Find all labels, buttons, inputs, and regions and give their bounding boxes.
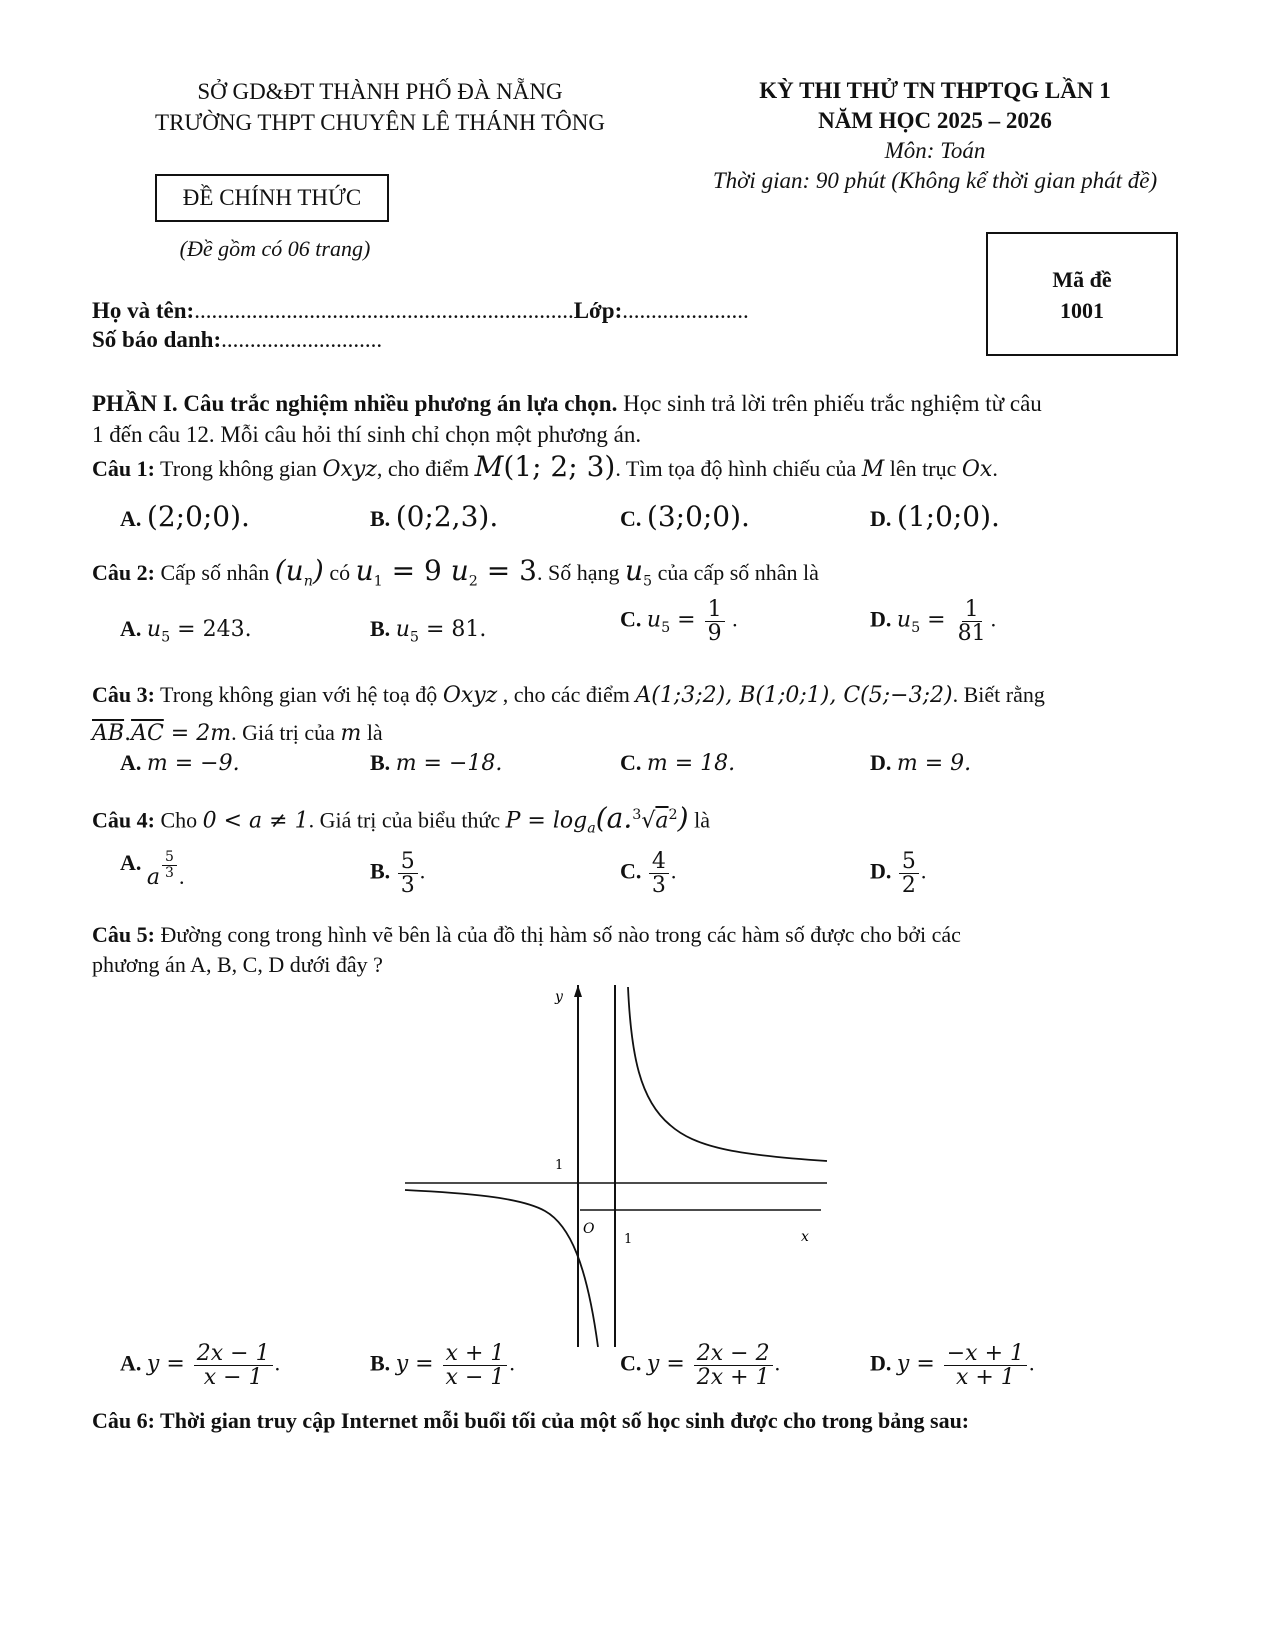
fraction [443,1342,508,1389]
q4-radicand-power: 2 [668,807,678,823]
option-label: B. [370,750,391,775]
option-eq: = [920,607,953,633]
x-axis-label: x [801,1229,809,1245]
fraction-num: 5 [398,850,418,874]
fraction-den: x − 1 [203,1365,263,1391]
q4-label: Câu 4: [92,807,155,833]
pages-note: (Đề gồm có 06 trang) [179,236,371,261]
q1-option-c[interactable] [620,500,750,533]
q1-option-b[interactable] [370,500,498,533]
fraction [398,850,418,897]
option-value: = 81. [418,617,487,642]
fraction-den: 81 [957,621,986,647]
department-name: SỞ GD&ĐT THÀNH PHỐ ĐÀ NẴNG [197,79,563,104]
option-value: (2;0;0). [146,500,250,533]
fraction [955,598,989,645]
q4-log-base: a [587,820,596,837]
q2-seq-close: ) [312,554,324,587]
q4-condition: 0 < a ≠ 1 [202,808,309,834]
q4-text: . Giá trị của biểu thức [308,807,506,833]
fraction-den: x − 1 [445,1365,505,1391]
part1-instructions [92,388,1182,450]
option-y: y = [896,1351,942,1377]
q2-u5: u [624,554,644,587]
header-right [640,76,1230,196]
question-3 [92,680,1045,711]
q3-text: là [361,720,383,745]
q5-option-d[interactable] [870,1342,1035,1389]
q1-coords: (1; 2; 3) [503,450,616,483]
option-eq: = [670,607,703,633]
fraction [705,598,725,645]
fraction [694,1342,773,1389]
q3-space: Oxyz [442,683,498,708]
curve-right-branch [628,987,827,1161]
q3-text: . Giá trị của [231,720,341,745]
q2-seq-sub: n [303,573,313,590]
y-axis-arrow-icon [574,985,582,997]
option-label: C. [620,750,642,775]
x-one-label: 1 [624,1232,633,1247]
option-var: u [896,607,912,633]
option-end: . [419,858,426,884]
q4-option-a[interactable] [120,849,185,891]
q5-text: Đường cong trong hình vẽ bên là của đồ thị hàm số nào trong các hàm số được cho bởi các [154,922,961,947]
fraction-num: 4 [649,850,669,874]
part1-desc-2: 1 đến câu 12. Mỗi câu hỏi thí sinh chỉ chọn một phương án. [92,422,642,447]
q3-vector-ab: $\overline{AB}$ [92,721,125,746]
fraction-num: 2x − 2 [694,1342,773,1366]
option-sub: 5 [911,620,921,637]
radical-icon: √ [641,808,656,834]
exam-title: KỲ THI THỬ TN THPTQG LẦN 1 [759,78,1111,103]
fraction-num: 1 [705,598,725,622]
q4-text: là [688,807,710,833]
option-sub: 5 [661,620,671,637]
q2-u1-val: = 9 [382,554,451,587]
option-end: . [774,1350,781,1376]
fraction-den: x + 1 [955,1365,1015,1391]
option-value: m = 9. [896,751,972,776]
q3-option-d[interactable] [870,750,971,776]
q1-option-d[interactable] [870,500,1000,533]
option-end: . [509,1350,515,1376]
q2-text: có [323,560,356,585]
q2-u1-sub: 1 [373,573,383,590]
option-sub: 5 [409,629,419,646]
sbd-label: Số báo danh: [92,327,222,352]
fraction-den: 3 [651,873,666,899]
option-value: (3;0;0). [646,500,750,533]
q1-text: Trong không gian [154,456,323,481]
q3-var: m [340,721,362,746]
question-5 [92,920,961,950]
q1-text: . Tìm tọa độ hình chiếu của [615,456,862,481]
q3-equation: = 2m [163,721,232,746]
option-label: B. [370,1350,391,1376]
fraction-num: 5 [162,850,177,866]
q1-text: , cho điểm [376,456,475,481]
question-3-line-2 [92,718,383,749]
q2-text: . Số hạng [536,560,625,585]
exam-code-label: Mã đề [1052,267,1112,292]
part1-title: PHẦN I. Câu trắc nghiệm nhiều phương án lựa chọn. [92,391,618,416]
option-value: = 243. [170,617,252,642]
q4-text: Cho [154,807,203,833]
name-field[interactable]: .................................................................. [194,298,574,323]
class-field[interactable]: ...................... [622,298,749,323]
fraction-den: 3 [165,864,174,881]
q5-option-b[interactable] [370,1342,515,1389]
option-value: m = 18. [646,751,736,776]
option-var: u [646,607,662,633]
q3-points: A(1;3;2), B(1;0;1), C(5;−3;2) [635,683,953,708]
q4-option-b[interactable] [370,850,425,897]
option-end: . [920,858,927,884]
option-label: C. [620,1350,642,1376]
official-badge [155,174,389,222]
question-2 [92,556,819,596]
q2-u2-val: = 3 [477,554,537,587]
q2-option-d[interactable] [870,598,996,645]
school-name: TRƯỜNG THPT CHUYÊN LÊ THÁNH TÔNG [155,110,605,135]
q5-option-c[interactable] [620,1342,780,1389]
name-label: Họ và tên: [92,298,195,323]
option-base: a [146,865,161,891]
curve-left-branch [405,1190,598,1347]
q2-option-a[interactable] [120,616,252,645]
option-end: . [670,858,677,884]
candidate-number-line [92,327,382,353]
q2-u5-sub: 5 [643,573,653,590]
exam-code-box [986,232,1178,356]
option-value: m = −9. [146,751,240,776]
option-label: D. [870,506,892,531]
q1-space: Oxyz [322,457,377,482]
q1-text: lên trục [884,456,962,481]
q3-dot: . [124,721,132,746]
option-label: B. [370,858,391,884]
option-label: A. [120,616,142,641]
y-one-label: 1 [555,1158,564,1173]
option-label: A. [120,1350,142,1376]
option-label: A. [120,506,142,531]
option-label: A. [120,850,142,876]
question-5-line-2: phương án A, B, C, D dưới đây ? [92,952,383,977]
q2-option-c[interactable] [620,598,738,645]
duration: Thời gian: 90 phút (Không kể thời gian phát đề) [712,168,1158,193]
q3-text: . Biết rằng [952,682,1045,707]
q3-option-b[interactable] [370,750,502,776]
option-label: D. [870,858,892,884]
q2-u1: u [355,554,374,587]
q1-axis: Ox [961,457,993,482]
header-left [60,76,700,138]
option-y: y = [646,1351,692,1377]
option-label: B. [370,506,391,531]
option-value: (0;2,3). [395,500,499,533]
option-label: C. [620,506,642,531]
q1-point: M [474,450,504,483]
q2-text: của cấp số nhân là [652,560,819,585]
official-label: ĐỀ CHÍNH THỨC [182,185,362,210]
part1-desc-1: Học sinh trả lời trên phiếu trắc nghiệm từ câu [617,391,1042,416]
fraction-den: 2x + 1 [696,1365,770,1391]
y-axis-label: y [555,989,563,1005]
fraction-num: 5 [899,850,919,874]
option-end: . [1029,1350,1035,1376]
fraction-num: x + 1 [443,1342,508,1366]
q1-label: Câu 1: [92,456,155,481]
q3-vector-ac: $\overline{AC}$ [131,721,164,746]
option-end: . [274,1350,281,1376]
fraction-num: 2x − 1 [194,1342,273,1366]
q5-option-a[interactable] [120,1342,280,1389]
q4-option-c[interactable] [620,850,676,897]
q2-option-b[interactable] [370,616,486,645]
option-var: u [146,617,162,642]
origin-label: O [583,1221,595,1237]
q4-option-d[interactable] [870,850,926,897]
q1-point-ref: M [861,457,885,482]
school-year: NĂM HỌC 2025 – 2026 [818,108,1052,133]
option-value: (1;0;0). [896,500,1000,533]
q2-seq: (u [274,554,304,587]
option-label: C. [620,606,642,632]
q3-option-a[interactable] [120,750,240,776]
option-label: C. [620,858,642,884]
q2-u2: u [450,554,469,587]
q6-label: Câu 6: [92,1408,155,1433]
q1-text: . [992,456,998,481]
option-value: m = −18. [395,751,503,776]
option-label: D. [870,606,892,632]
fraction [194,1342,273,1389]
option-label: A. [120,750,142,775]
q4-arg-close: ) [677,801,689,835]
q6-text: Thời gian truy cập Internet mỗi buổi tối của một số học sinh được cho trong bảng sau: [154,1408,970,1433]
option-label: B. [370,616,391,641]
class-label: Lớp: [573,298,623,323]
option-var: u [395,617,410,642]
fraction [649,850,669,897]
option-label: D. [870,750,892,775]
q2-text: Cấp số nhân [154,560,275,585]
option-end: . [726,606,738,632]
sbd-field[interactable]: ............................ [221,327,383,352]
fraction-den: 2 [901,873,916,899]
question-6 [92,1406,969,1436]
fraction-den: 9 [707,621,722,647]
q3-label: Câu 3: [92,682,155,707]
fraction [944,1342,1027,1389]
fraction-num: −x + 1 [944,1342,1027,1366]
q2-label: Câu 2: [92,560,155,585]
option-label: D. [870,1350,892,1376]
q3-option-c[interactable] [620,750,735,776]
fraction [899,850,919,897]
subject: Môn: Toán [884,138,986,163]
option-y: y = [146,1351,192,1377]
student-name-line [92,298,749,324]
option-end: . [990,606,997,632]
q3-text: , cho các điểm [497,682,636,707]
fraction-num: 1 [962,598,982,622]
q3-text: Trong không gian với hệ toạ độ [154,682,443,707]
q2-u2-sub: 2 [468,573,478,590]
q1-option-a[interactable] [120,500,250,533]
fraction-den: 3 [400,873,415,899]
q4-radicand: a [655,808,669,834]
q4-root-index: 3 [632,807,642,823]
question-4 [92,800,710,844]
question-1 [92,452,998,485]
exam-code-value: 1001 [1060,298,1104,323]
option-sub: 5 [161,629,171,646]
q4-arg-open: (a. [595,801,633,835]
q4-expr: P = log [505,808,588,834]
q5-graph [395,985,845,1347]
exponent-fraction [162,850,177,880]
option-y: y = [395,1351,441,1377]
q5-label: Câu 5: [92,922,155,947]
option-end: . [178,864,185,890]
